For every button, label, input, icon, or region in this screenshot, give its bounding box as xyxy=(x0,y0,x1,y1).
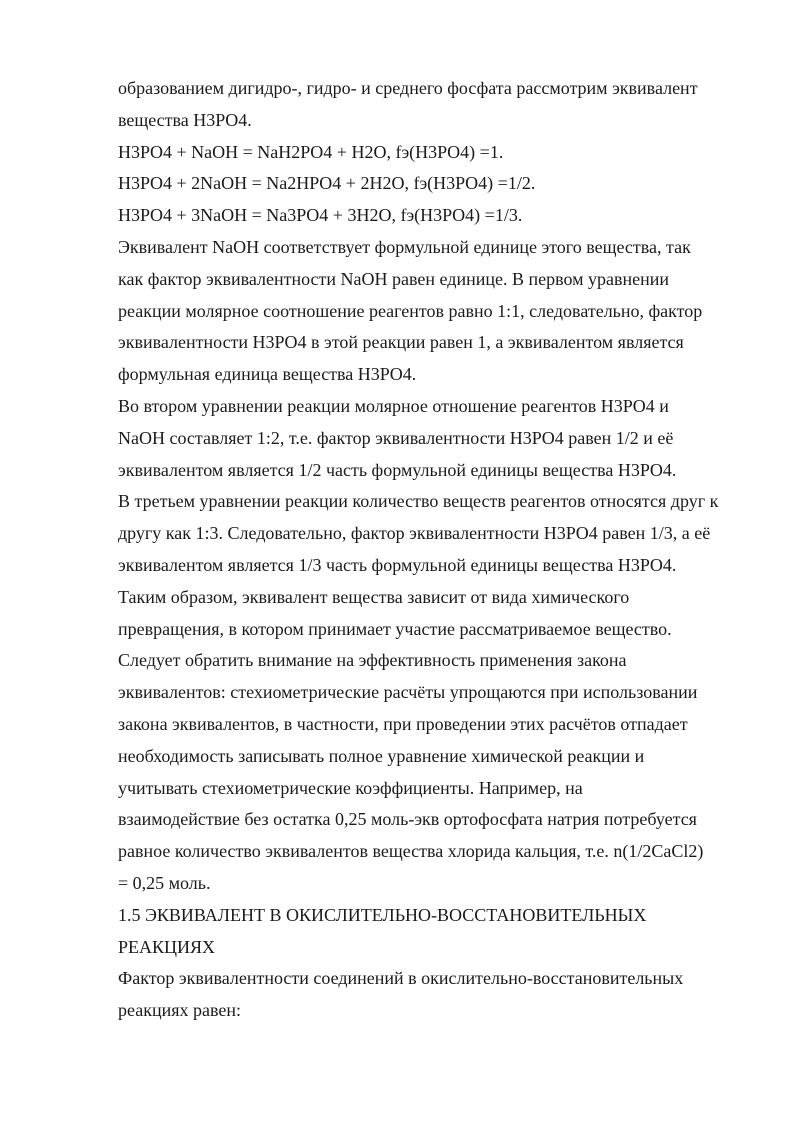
text-line: Эквивалент NaOH соответствует формульной единице этого вещества, так xyxy=(118,236,691,257)
text-line: превращения, в котором принимает участие рассматриваемое вещество. xyxy=(118,618,672,639)
equation-line: H3PO4 + 3NaOH = Na3PO4 + 3H2O, fэ(H3PO4) =1/3. xyxy=(118,205,523,226)
text-line: эквивалентности H3PO4 в этой реакции равен 1, а эквивалентом является xyxy=(118,332,684,353)
text-line: образованием дигидро-, гидро- и среднего фосфата рассмотрим эквивалент xyxy=(118,78,698,98)
text-line: Фактор эквивалентности соединений в окислительно-восстановительных xyxy=(118,968,684,989)
text-line: формульная единица вещества H3PO4. xyxy=(118,364,417,385)
text-line: равное количество эквивалентов вещества хлорида кальция, т.е. n(1/2CaCl2) xyxy=(118,841,704,862)
text-line: реакциях равен: xyxy=(118,1000,241,1021)
text-line: В третьем уравнении реакции количество веществ реагентов относятся друг к xyxy=(118,491,719,512)
text-line: эквивалентов: стехиометрические расчёты упрощаются при использовании xyxy=(118,682,698,703)
text-line: взаимодействие без остатка 0,25 моль-экв ортофосфата натрия потребуется xyxy=(118,809,697,830)
equation-line: H3PO4 + 2NaOH = Na2HPO4 + 2H2O, fэ(H3PO4) =1/2. xyxy=(118,173,536,194)
text-line: эквивалентом является 1/3 часть формульной единицы вещества H3PO4. xyxy=(118,554,677,575)
text-line: эквивалентом является 1/2 часть формульной единицы вещества H3PO4. xyxy=(118,459,677,480)
text-line: другу как 1:3. Следовательно, фактор эквивалентности H3PO4 равен 1/3, а её xyxy=(118,523,711,544)
text-line: учитывать стехиометрические коэффициенты. Например, на xyxy=(118,777,583,798)
equation-line: H3PO4 + NaOH = NaH2PO4 + H2O, fэ(H3PO4) =1. xyxy=(118,141,504,162)
text-line: Во втором уравнении реакции молярное отношение реагентов H3PO4 и xyxy=(118,395,669,416)
text-line: NaOH составляет 1:2, т.е. фактор эквивалентности H3PO4 равен 1/2 и её xyxy=(118,427,674,448)
text-line: закона эквивалентов, в частности, при проведении этих расчётов отпадает xyxy=(118,713,688,734)
text-line: необходимость записывать полное уравнение химической реакции и xyxy=(118,745,645,766)
text-line: вещества H3PO4. xyxy=(118,109,252,130)
document-page xyxy=(118,73,758,1027)
text-line: реакции молярное соотношение реагентов равно 1:1, следовательно, фактор xyxy=(118,300,703,321)
text-line: как фактор эквивалентности NaOH равен единице. В первом уравнении xyxy=(118,268,670,289)
text-line: Таким образом, эквивалент вещества зависит от вида химического xyxy=(118,586,630,607)
text-line: Следует обратить внимание на эффективность применения закона xyxy=(118,650,627,671)
section-heading: РЕАКЦИЯХ xyxy=(118,936,216,957)
text-line: = 0,25 моль. xyxy=(118,872,211,893)
section-heading: 1.5 ЭКВИВАЛЕНТ В ОКИСЛИТЕЛЬНО-ВОССТАНОВИТЕЛЬНЫХ xyxy=(118,904,647,925)
